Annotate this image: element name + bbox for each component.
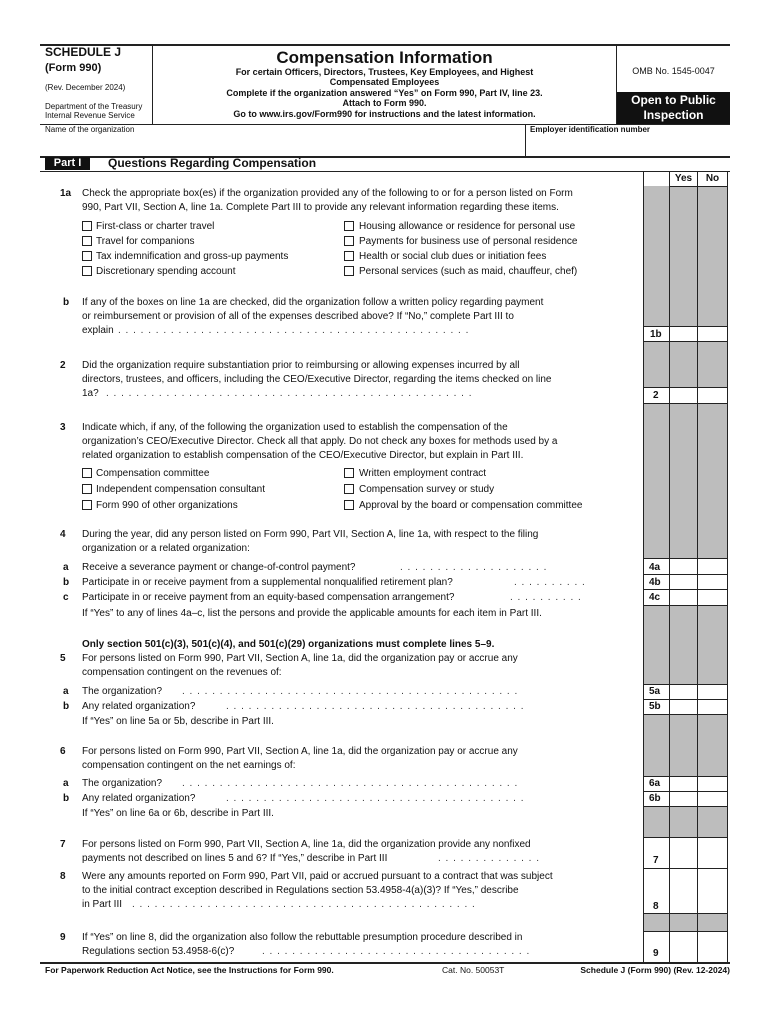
q2-line3: 1a?: [82, 388, 99, 399]
no-cell-4b[interactable]: [698, 575, 727, 589]
q9-number: 9: [60, 932, 66, 943]
q9-line2: Regulations section 53.4958-6(c)?: [82, 946, 235, 957]
checkbox-first-class-travel[interactable]: [82, 221, 92, 231]
opt-tax-indemnification: Tax indemnification and gross-up payments: [96, 251, 289, 262]
opt-independent-consultant: Independent compensation consultant: [96, 484, 266, 495]
no-cell-8[interactable]: [698, 869, 727, 913]
no-cell-7[interactable]: [698, 838, 727, 868]
q5-line1: For persons listed on Form 990, Part VII, Section A, line 1a, did the organization pay or accrue any: [82, 653, 518, 664]
q6b-text: Any related organization?: [82, 793, 196, 804]
q5b-letter: b: [63, 701, 70, 712]
yes-cell-9[interactable]: [670, 932, 697, 962]
q4c-text: Participate in or receive payment from an equity-based compensation arrangement?: [82, 592, 455, 603]
q4a-text: Receive a severance payment or change-of-control payment?: [82, 562, 356, 573]
q1a-line2: 990, Part VII, Section A, line 1a. Complete Part III to provide any relevant information regarding these items.: [82, 202, 559, 213]
q1b-line3: explain: [82, 325, 114, 336]
footer-schedule-id: Schedule J (Form 990) (Rev. 12-2024): [580, 965, 730, 975]
q3-line1: Indicate which, if any, of the following the organization used to establish the compensation of the: [82, 422, 508, 433]
box-label-2: 2: [653, 390, 659, 401]
no-cell-6b[interactable]: [698, 792, 727, 806]
open-inspection-line2: Inspection: [643, 108, 704, 122]
opt-compensation-committee: Compensation committee: [96, 468, 210, 479]
yes-cell-2[interactable]: [670, 388, 697, 402]
opt-board-approval: Approval by the board or compensation committee: [359, 500, 583, 511]
q5-line2: compensation contingent on the revenues of:: [82, 667, 282, 678]
subtitle-line3: Complete if the organization answered “Yes” on Form 990, Part IV, line 23.: [226, 88, 543, 98]
subtitle-line4: Attach to Form 990.: [342, 98, 427, 108]
subtitle-line2: Compensated Employees: [329, 77, 440, 87]
q9-line1: If “Yes” on line 8, did the organization also follow the rebuttable presumption procedure described in: [82, 932, 523, 943]
shade-7: [643, 806, 727, 837]
checkbox-independent-consultant[interactable]: [82, 484, 92, 494]
opt-first-class-travel: First-class or charter travel: [96, 221, 215, 232]
no-cell-5b[interactable]: [698, 700, 727, 714]
open-inspection-badge: [617, 92, 730, 124]
checkbox-compensation-committee[interactable]: [82, 468, 92, 478]
subtitle-line5: Go to www.irs.gov/Form990 for instructions and the latest information.: [233, 109, 536, 119]
checkbox-travel-companions[interactable]: [82, 236, 92, 246]
q4b-text: Participate in or receive payment from a supplemental nonqualified retirement plan?: [82, 577, 453, 588]
q6-line2: compensation contingent on the net earnings of:: [82, 760, 296, 771]
schedule-label: SCHEDULE J: [45, 45, 122, 59]
opt-travel-companions: Travel for companions: [96, 236, 195, 247]
checkbox-tax-indemnification[interactable]: [82, 251, 92, 261]
shade-5: [643, 605, 727, 685]
no-cell-4a[interactable]: [698, 559, 727, 573]
no-cell-9[interactable]: [698, 932, 727, 962]
q3-line2: organization’s CEO/Executive Director. Check all that apply. Do not check any boxes for methods used by a: [82, 436, 558, 447]
yes-cell-6b[interactable]: [670, 792, 697, 806]
checkbox-health-club-dues[interactable]: [344, 251, 354, 261]
q4a-letter: a: [63, 562, 69, 573]
q4-note: If “Yes” to any of lines 4a–c, list the persons and provide the applicable amounts for each item in Part III.: [82, 608, 542, 619]
yes-cell-4a[interactable]: [670, 559, 697, 573]
q2-line1: Did the organization require substantiation prior to reimbursing or allowing expenses incurred by all: [82, 360, 520, 371]
revision-date: (Rev. December 2024): [45, 83, 126, 92]
q2-line2: directors, trustees, and officers, including the CEO/Executive Director, regarding the items checked on line: [82, 374, 552, 385]
q4b-letter: b: [63, 577, 70, 588]
checkbox-board-approval[interactable]: [344, 500, 354, 510]
form-title: Compensation Information: [276, 48, 493, 67]
department-line1: Department of the Treasury: [45, 102, 143, 111]
q6-line1: For persons listed on Form 990, Part VII, Section A, line 1a, did the organization pay or accrue any: [82, 746, 518, 757]
yes-cell-7[interactable]: [670, 838, 697, 868]
no-cell-6a[interactable]: [698, 777, 727, 791]
box-label-5b: 5b: [649, 701, 661, 712]
q8-line1: Were any amounts reported on Form 990, Part VII, paid or accrued pursuant to a contract that was subject: [82, 871, 553, 882]
yes-header: Yes: [674, 173, 693, 184]
opt-discretionary-spending: Discretionary spending account: [96, 266, 236, 277]
shade-9: [643, 913, 727, 931]
opt-housing-allowance: Housing allowance or residence for personal use: [359, 221, 576, 232]
checkbox-housing-allowance[interactable]: [344, 221, 354, 231]
footer-paperwork-notice: For Paperwork Reduction Act Notice, see the Instructions for Form 990.: [45, 965, 334, 975]
q3-line3: related organization to establish compensation of the CEO/Executive Director, but explain in Part III.: [82, 450, 524, 461]
no-cell-2[interactable]: [698, 388, 727, 402]
q4-line2: organization or a related organization:: [82, 543, 250, 554]
box-label-6a: 6a: [649, 778, 661, 789]
shade-6: [643, 714, 727, 776]
box-label-7: 7: [653, 855, 659, 866]
box-label-8: 8: [653, 901, 659, 912]
box-label-4c: 4c: [649, 592, 661, 603]
q5a-letter: a: [63, 686, 69, 697]
q3-number: 3: [60, 422, 66, 433]
opt-personal-services: Personal services (such as maid, chauffeur, chef): [359, 266, 578, 277]
q1b-line1: If any of the boxes on line 1a are checked, did the organization follow a written policy regarding payment: [82, 297, 544, 308]
q6b-letter: b: [63, 793, 70, 804]
q6a-text: The organization?: [82, 778, 163, 789]
q5-number: 5: [60, 653, 66, 664]
box-label-1b: 1b: [650, 329, 662, 340]
box-label-5a: 5a: [649, 686, 661, 697]
yes-cell-6a[interactable]: [670, 777, 697, 791]
q4c-letter: c: [63, 592, 69, 603]
q6a-letter: a: [63, 778, 69, 789]
checkbox-discretionary-spending[interactable]: [82, 266, 92, 276]
subtitle-line1: For certain Officers, Directors, Trustees, Key Employees, and Highest: [235, 67, 534, 77]
q1a-line1: Check the appropriate box(es) if the organization provided any of the following to or for a person listed on Form: [82, 188, 573, 199]
checkbox-personal-services[interactable]: [344, 266, 354, 276]
org-name-label: Name of the organization: [45, 125, 135, 134]
q7-line2: payments not described on lines 5 and 6? If “Yes,” describe in Part III: [82, 853, 388, 864]
q4-number: 4: [60, 529, 66, 540]
form-label: (Form 990): [45, 62, 102, 74]
q5a-text: The organization?: [82, 686, 163, 697]
checkbox-business-use-residence[interactable]: [344, 236, 354, 246]
opt-form-990-other: Form 990 of other organizations: [96, 500, 238, 511]
no-cell-4c[interactable]: [698, 590, 727, 604]
org-name-field[interactable]: [45, 136, 523, 154]
q8-number: 8: [60, 871, 66, 882]
no-cell-1b[interactable]: [698, 327, 727, 341]
yes-cell-4b[interactable]: [670, 575, 697, 589]
yes-cell-1b[interactable]: [670, 327, 697, 341]
checkbox-form-990-other[interactable]: [82, 500, 92, 510]
q5-note: If “Yes” on line 5a or 5b, describe in Part III.: [82, 716, 274, 727]
ein-field[interactable]: [530, 136, 728, 154]
box-label-6b: 6b: [649, 793, 661, 804]
q7-line1: For persons listed on Form 990, Part VII, Section A, line 1a, did the organization provide any nonfixed: [82, 839, 531, 850]
department-line2: Internal Revenue Service: [45, 111, 135, 120]
part-label: Part I: [53, 157, 82, 169]
yes-cell-4c[interactable]: [670, 590, 697, 604]
yes-cell-5b[interactable]: [670, 700, 697, 714]
q1a-number: 1a: [60, 188, 72, 199]
shade-2-top: [643, 341, 727, 387]
opt-health-club-dues: Health or social club dues or initiation fees: [359, 251, 547, 262]
omb-number: OMB No. 1545-0047: [632, 66, 715, 76]
q8-line2: to the initial contract exception described in Regulations section 53.4958-4(a)(3)? If “Yes,” describe: [82, 885, 519, 896]
opt-written-contract: Written employment contract: [359, 468, 487, 479]
shade-1a: [643, 186, 727, 326]
checkbox-compensation-survey[interactable]: [344, 484, 354, 494]
checkbox-written-contract[interactable]: [344, 468, 354, 478]
part-label-box: [45, 157, 90, 170]
q1b-number: b: [63, 297, 70, 308]
footer-cat-number: Cat. No. 50053T: [442, 965, 505, 975]
yes-cell-8[interactable]: [670, 869, 697, 913]
q4-line1: During the year, did any person listed on Form 990, Part VII, Section A, line 1a, with respect to the filing: [82, 529, 539, 540]
q2-number: 2: [60, 360, 66, 371]
box-label-4b: 4b: [649, 577, 661, 588]
lines-5-9-instruction: Only section 501(c)(3), 501(c)(4), and 501(c)(29) organizations must complete lines 5–9.: [82, 639, 495, 650]
no-cell-5a[interactable]: [698, 685, 727, 699]
q6-number: 6: [60, 746, 66, 757]
q7-number: 7: [60, 839, 66, 850]
q6-note: If “Yes” on line 6a or 6b, describe in Part III.: [82, 808, 274, 819]
shade-3-4: [643, 403, 727, 558]
yes-cell-5a[interactable]: [670, 685, 697, 699]
box-label-4a: 4a: [649, 562, 661, 573]
part-title: Questions Regarding Compensation: [108, 156, 317, 170]
q5b-text: Any related organization?: [82, 701, 196, 712]
no-header: No: [705, 173, 720, 184]
q8-line3: in Part III: [82, 899, 123, 910]
open-inspection-line1: Open to Public: [631, 93, 716, 107]
opt-compensation-survey: Compensation survey or study: [359, 484, 495, 495]
box-label-9: 9: [653, 948, 659, 959]
q1b-line2: or reimbursement or provision of all of the expenses described above? If “No,” complete Part III to: [82, 311, 514, 322]
ein-label: Employer identification number: [530, 125, 651, 134]
opt-business-use-residence: Payments for business use of personal residence: [359, 236, 578, 247]
